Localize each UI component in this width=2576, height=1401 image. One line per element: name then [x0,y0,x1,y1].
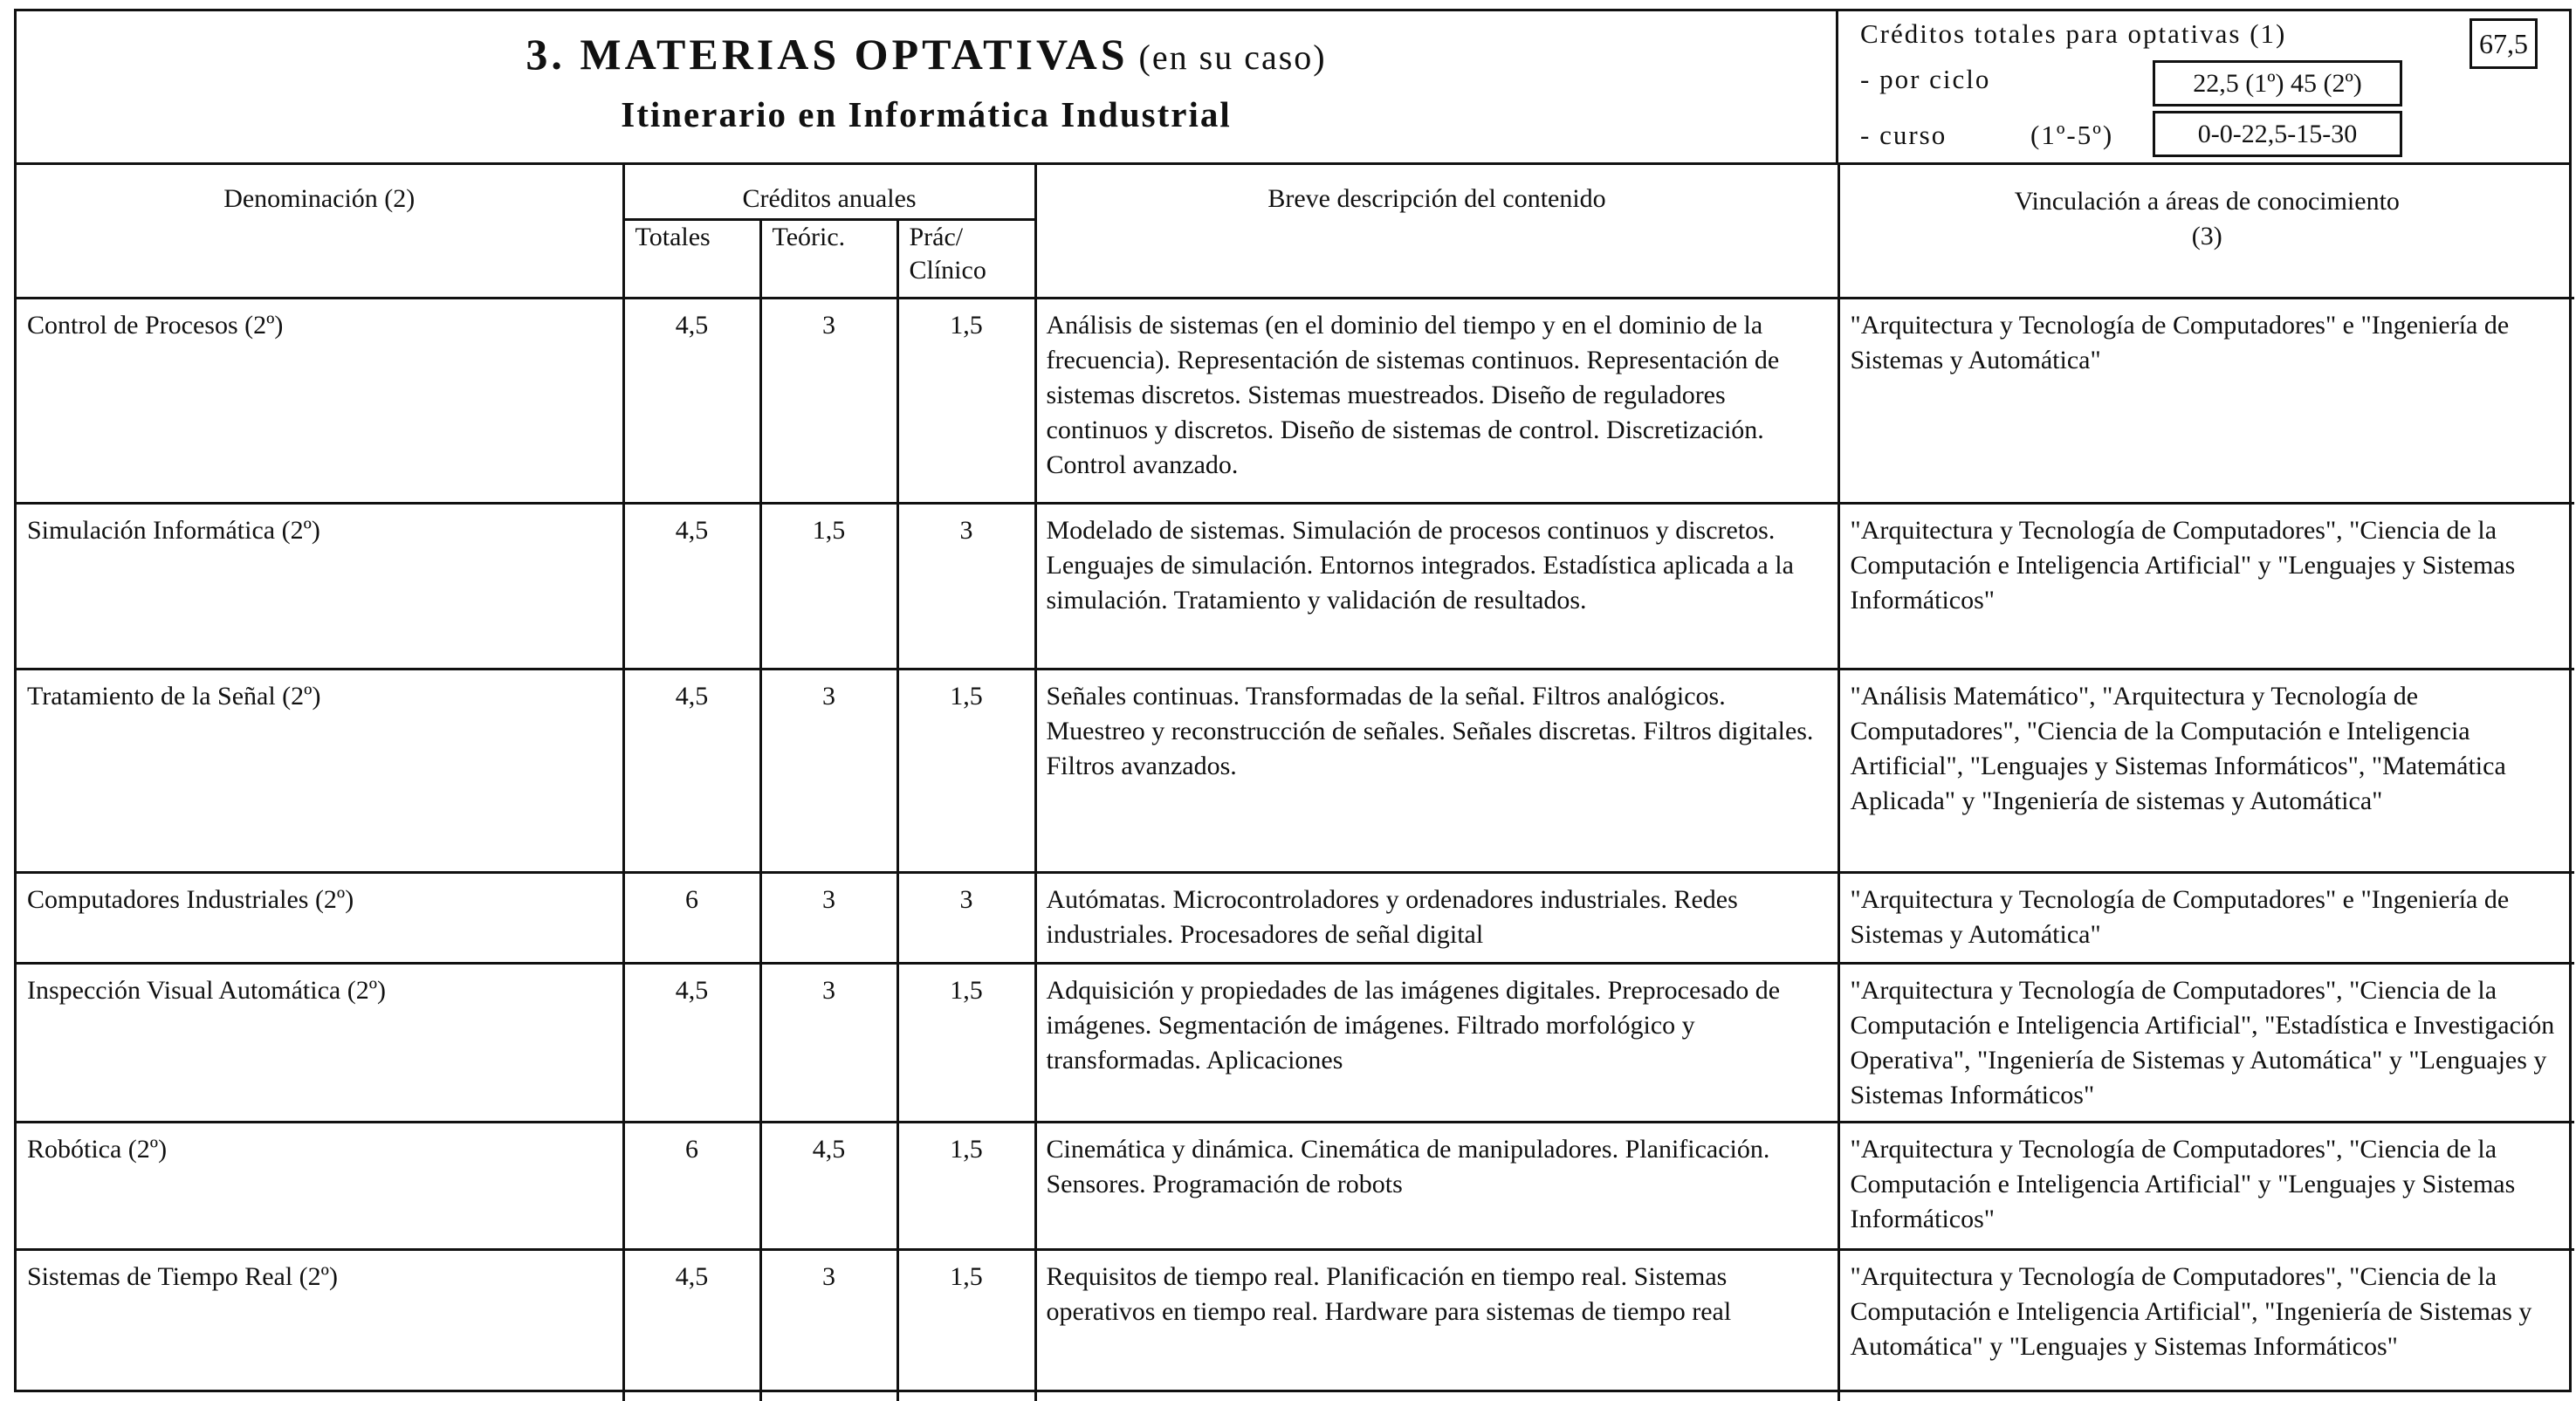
subjects-table [17,165,2574,1401]
subject-description: Señales continuas. Transformadas de la señal. Filtros analógicos. Muestreo y reconstrucción de señales. Señales discretas. Filtros digitales. Filtros avanzados. [1035,669,1838,872]
knowledge-areas: "Análisis Matemático", "Arquitectura y Tecnología de Computadores", "Ciencia de la Computación e Inteligencia Artificial", "Lenguajes y Sistemas Informáticos", "Matemática Aplicada" y "Ingeniería de sistemas y Automática" [1838,669,2574,872]
subjects-table-wrapper [17,165,2569,1401]
credits-prac: 3 [897,872,1035,963]
knowledge-areas: "Arquitectura y Tecnología de Computadores", "Ciencia de la Computación e Inteligencia Artificial", "Ingeniería de Sistemas y Automática" y "Lenguajes y Sistemas Informáticos" [1838,1249,2574,1401]
column-header-totales: Totales [623,219,760,298]
table-row [17,963,2574,1122]
credits-prac: 1,5 [897,669,1035,872]
title-parenthetical: (en su caso) [1138,38,1327,77]
credits-totales: 4,5 [623,963,760,1122]
vinculacion-line-1: Vinculación a áreas de conocimiento [2014,187,2400,216]
credits-totales: 6 [623,1122,760,1249]
knowledge-areas: "Arquitectura y Tecnología de Computadores" e "Ingeniería de Sistemas y Automática" [1838,298,2574,503]
subject-name: Simulación Informática (2º) [17,503,623,669]
credits-totales: 6 [623,872,760,963]
subject-description: Adquisición y propiedades de las imágenes digitales. Preprocesado de imágenes. Segmentación de imágenes. Filtrado morfológico y transformadas. Aplicaciones [1035,963,1838,1122]
subject-name: Control de Procesos (2º) [17,298,623,503]
credits-totales: 4,5 [623,669,760,872]
course-credits-value: 0-0-22,5-15-30 [2153,111,2402,157]
credits-teoric: 1,5 [760,503,897,669]
table-row [17,503,2574,669]
prac-line-1: Prác/ [909,222,964,251]
credits-totales: 4,5 [623,298,760,503]
credits-teoric: 3 [760,872,897,963]
table-row [17,298,2574,503]
page-subtitle: Itinerario en Informática Industrial [621,94,1232,134]
credits-totales: 4,5 [623,503,760,669]
page-title [17,29,1836,79]
credits-prac: 1,5 [897,298,1035,503]
table-row [17,1249,2574,1401]
document-page [14,9,2572,1392]
subject-name: Robótica (2º) [17,1122,623,1249]
subject-name: Computadores Industriales (2º) [17,872,623,963]
subject-name: Sistemas de Tiempo Real (2º) [17,1249,623,1401]
page-header [17,11,2569,165]
column-header-vinculacion [1838,165,2574,298]
column-header-denominacion: Denominación (2) [17,165,623,298]
knowledge-areas: "Arquitectura y Tecnología de Computadores", "Ciencia de la Computación e Inteligencia Artificial" y "Lenguajes y Sistemas Informáticos" [1838,503,2574,669]
credits-teoric: 3 [760,669,897,872]
credits-prac: 1,5 [897,963,1035,1122]
column-header-creditos-anuales: Créditos anuales [623,165,1035,219]
table-row [17,872,2574,963]
credits-teoric: 3 [760,1249,897,1401]
subject-name: Tratamiento de la Señal (2º) [17,669,623,872]
prac-line-2: Clínico [909,255,986,285]
knowledge-areas: "Arquitectura y Tecnología de Computadores" e "Ingeniería de Sistemas y Automática" [1838,872,2574,963]
column-header-teoric: Teóric. [760,219,897,298]
credits-prac: 3 [897,503,1035,669]
knowledge-areas: "Arquitectura y Tecnología de Computadores", "Ciencia de la Computación e Inteligencia Artificial", "Estadística e Investigación Operativa", "Ingeniería de Sistemas y Automática" y "Lenguajes y Sistemas Informáticos" [1838,963,2574,1122]
credits-summary [1838,11,2569,162]
subject-description: Análisis de sistemas (en el dominio del tiempo y en el dominio de la frecuencia). Representación de sistemas continuos. Representación de sistemas discretos. Sistemas muestreados. Diseño de reguladores continuos y discretos. Diseño de sistemas de control. Discretización. Control avanzado. [1035,298,1838,503]
table-header-row [17,165,2574,219]
cycle-credits-label: - por ciclo [1860,64,1991,94]
knowledge-areas: "Arquitectura y Tecnología de Computadores", "Ciencia de la Computación e Inteligencia Artificial" y "Lenguajes y Sistemas Informáticos" [1838,1122,2574,1249]
subject-description: Autómatas. Microcontroladores y ordenadores industriales. Redes industriales. Procesadores de señal digital [1035,872,1838,963]
credits-teoric: 3 [760,963,897,1122]
credits-totales: 4,5 [623,1249,760,1401]
subject-description: Cinemática y dinámica. Cinemática de manipuladores. Planificación. Sensores. Programación de robots [1035,1122,1838,1249]
credits-teoric: 4,5 [760,1122,897,1249]
total-credits-label: Créditos totales para optativas (1) [1860,18,2287,49]
course-credits-label: - curso [1860,120,1947,150]
table-row [17,1122,2574,1249]
table-row [17,669,2574,872]
subject-description: Requisitos de tiempo real. Planificación en tiempo real. Sistemas operativos en tiempo real. Hardware para sistemas de tiempo real [1035,1249,1838,1401]
column-header-prac-clinico [897,219,1035,298]
column-header-descripcion: Breve descripción del contenido [1035,165,1838,298]
title-main: 3. MATERIAS OPTATIVAS [526,30,1129,79]
credits-prac: 1,5 [897,1122,1035,1249]
vinculacion-line-2: (3) [2191,222,2222,251]
course-range-label: (1º-5º) [2030,120,2114,150]
cycle-credits-value: 22,5 (1º) 45 (2º) [2153,60,2402,106]
credits-prac: 1,5 [897,1249,1035,1401]
credits-teoric: 3 [760,298,897,503]
subject-description: Modelado de sistemas. Simulación de procesos continuos y discretos. Lenguajes de simulación. Entornos integrados. Estadística aplicada a la simulación. Tratamiento y validación de resultados. [1035,503,1838,669]
title-block [17,11,1838,162]
total-credits-value: 67,5 [2470,18,2538,69]
subject-name: Inspección Visual Automática (2º) [17,963,623,1122]
